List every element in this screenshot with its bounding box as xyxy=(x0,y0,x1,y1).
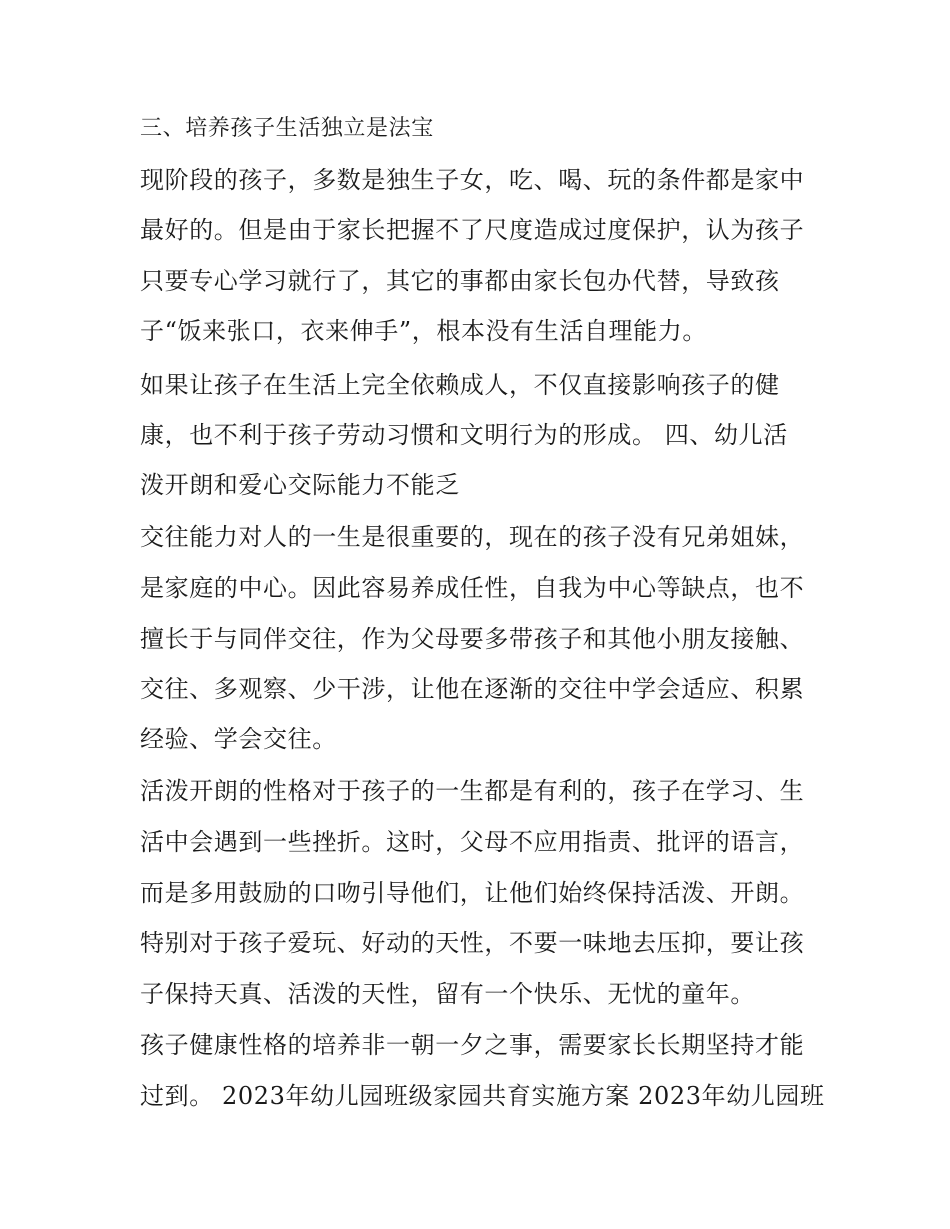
text-line: 如果让孩子在生活上完全依赖成人，不仅直接影响孩子的健 xyxy=(140,371,780,399)
text-line: 活泼开朗的性格对于孩子的一生都是有利的，孩子在学习、生 xyxy=(140,777,805,805)
text-line: 只要专心学习就行了，其它的事都由家长包办代替，导致孩 xyxy=(140,267,780,295)
text-line: 是家庭的中心。因此容易养成任性，自我为中心等缺点，也不 xyxy=(140,574,805,602)
text-line: 子“饭来张口，衣来伸手”，根本没有生活自理能力。 xyxy=(140,317,707,345)
text-line: 泼开朗和爱心交际能力不能乏 xyxy=(140,471,460,499)
text-line: 最好的。但是由于家长把握不了尺度造成过度保护，认为孩子 xyxy=(140,216,805,244)
text-line: 康，也不利于孩子劳动习惯和文明行为的形成。 四、幼儿活 xyxy=(140,421,788,449)
text-line: 过到。 2023年幼儿园班级家园共育实施方案 2023年幼儿园班 xyxy=(140,1082,825,1110)
text-line: 而是多用鼓励的口吻引导他们，让他们始终保持活泼、开朗。 xyxy=(140,879,805,907)
text-line: 现阶段的孩子，多数是独生子女，吃、喝、玩的条件都是家中 xyxy=(140,166,805,194)
text-line: 交往能力对人的一生是很重要的，现在的孩子没有兄弟姐妹， xyxy=(140,523,805,551)
text-line: 活中会遇到一些挫折。这时，父母不应用指责、批评的语言， xyxy=(140,828,805,856)
text-line: 擅长于与同伴交往，作为父母要多带孩子和其他小朋友接触、 xyxy=(140,625,805,653)
text-line: 交往、多观察、少干涉，让他在逐渐的交往中学会适应、积累 xyxy=(140,675,805,703)
text-line: 特别对于孩子爱玩、好动的天性，不要一味地去压抑，要让孩 xyxy=(140,929,805,957)
section-heading-line: 三、培养孩子生活独立是法宝 xyxy=(140,116,434,141)
text-line: 孩子健康性格的培养非一朝一夕之事，需要家长长期坚持才能 xyxy=(140,1031,805,1059)
text-line: 子保持天真、活泼的天性，留有一个快乐、无忧的童年。 xyxy=(140,980,755,1008)
text-line: 经验、学会交往。 xyxy=(140,725,337,753)
